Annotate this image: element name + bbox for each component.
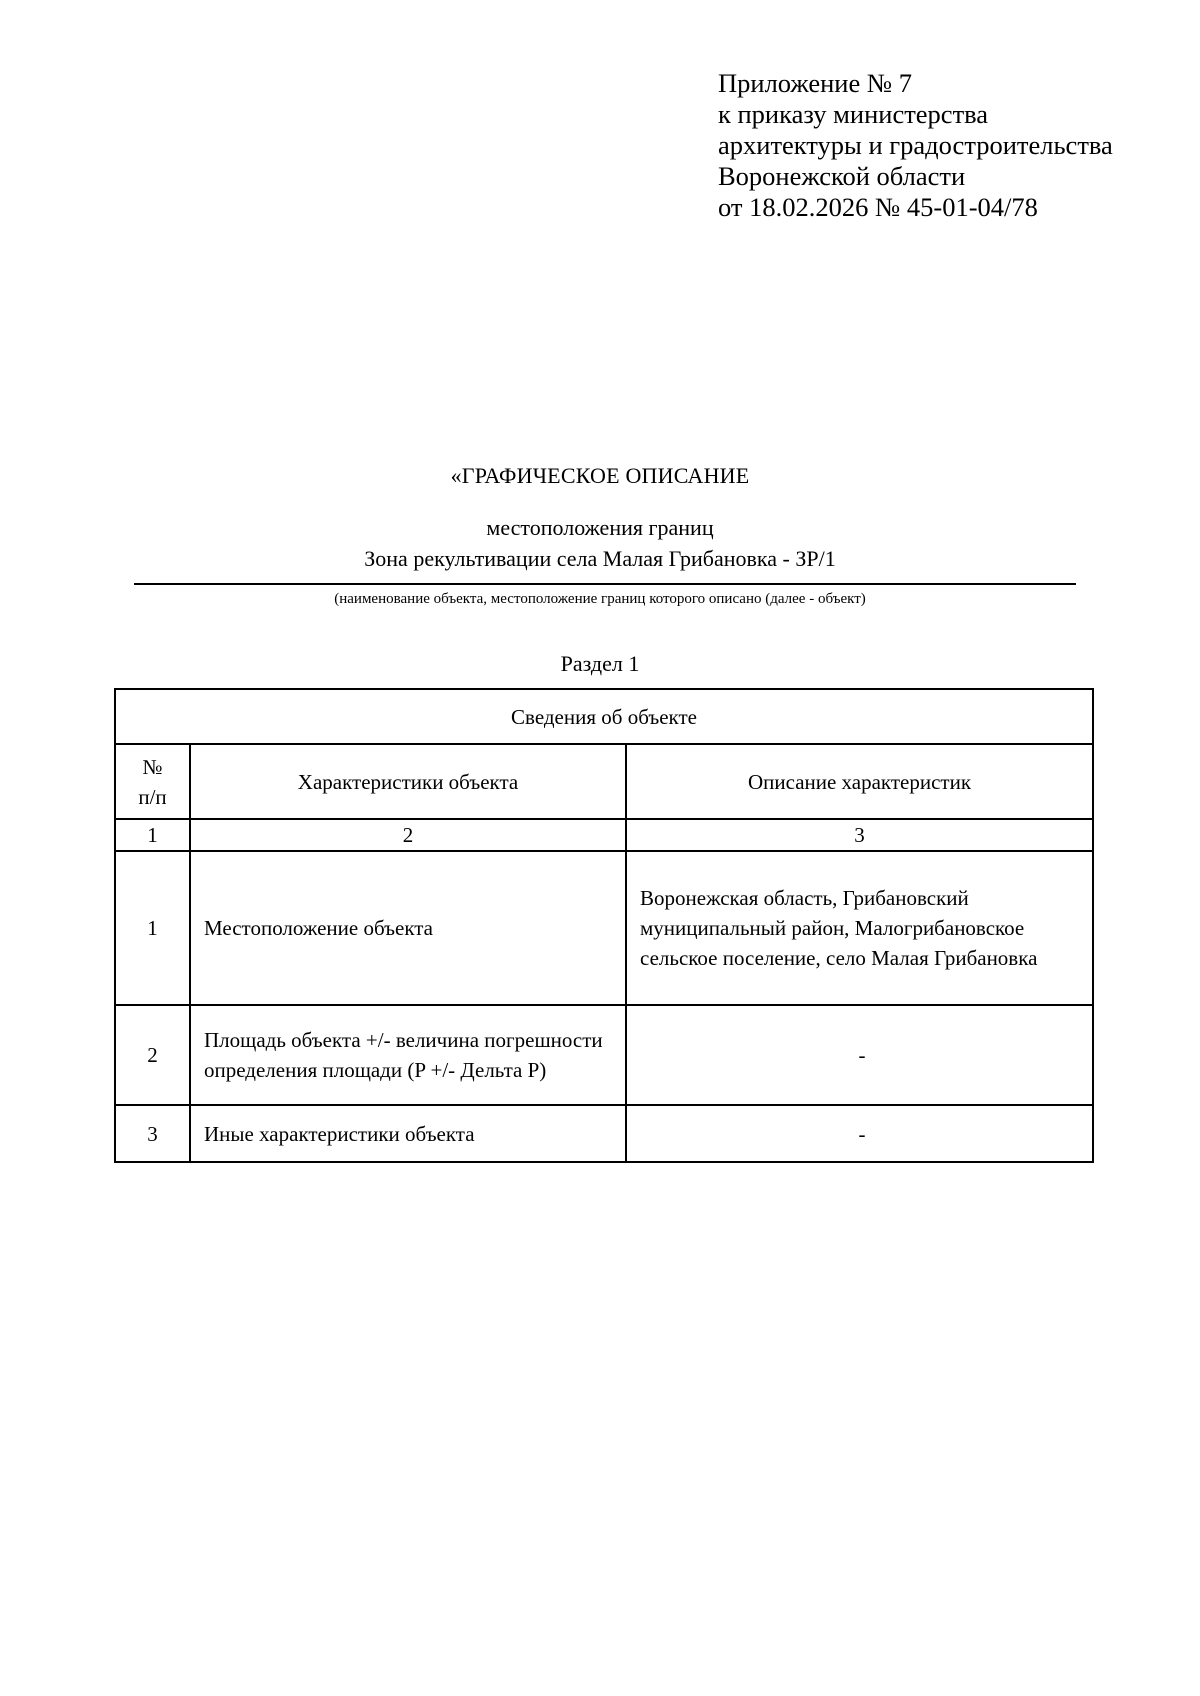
header-number-abbr: п/п [138,784,167,809]
appendix-region: Воронежской области [718,161,966,191]
appendix-order-ref: к приказу министерства [718,99,989,129]
row-description: Воронежская область, Грибановский муниципальный район, Малогрибановское сельское поселение, село Малая Грибановка [626,851,1093,1005]
subtitle-boundaries: местоположения границ [486,515,714,540]
header-characteristics: Характеристики объекта [190,744,626,819]
header-number [115,744,190,819]
document-subtitle [0,512,1200,574]
table-caption-row [115,689,1093,744]
row-number: 2 [115,1005,190,1105]
appendix-number: Приложение № 7 [718,68,913,98]
column-number-row [115,819,1093,851]
column-number: 3 [626,819,1093,851]
appendix-order-date: от 18.02.2026 № 45-01-04/78 [718,192,1038,222]
object-name-caption: (наименование объекта, местоположение границ которого описано (далее - объект) [334,591,866,607]
header-number-symbol: № [142,754,163,779]
row-characteristic: Иные характеристики объекта [190,1105,626,1162]
column-number: 1 [115,819,190,851]
subtitle-object-name: Зона рекультивации села Малая Грибановка - ЗР/1 [364,546,836,571]
row-description: - [626,1105,1093,1162]
object-name-underline [134,583,1076,585]
table-caption: Сведения об объекте [115,689,1093,744]
section-heading: Раздел 1 [560,651,640,676]
row-number: 3 [115,1105,190,1162]
table-header-row [115,744,1093,819]
row-characteristic: Площадь объекта +/- величина погрешности определения площади (P +/- Дельта P) [190,1005,626,1105]
table-row [115,1105,1093,1162]
document-title: «ГРАФИЧЕСКОЕ ОПИСАНИЕ [450,463,750,488]
table-row [115,851,1093,1005]
object-info-table [114,688,1094,1163]
column-number: 2 [190,819,626,851]
table-row [115,1005,1093,1105]
row-description: - [626,1005,1093,1105]
appendix-ministry: архитектуры и градостроительства [718,130,1113,160]
appendix-header [718,68,1178,223]
row-number: 1 [115,851,190,1005]
header-description: Описание характеристик [626,744,1093,819]
row-characteristic: Местоположение объекта [190,851,626,1005]
